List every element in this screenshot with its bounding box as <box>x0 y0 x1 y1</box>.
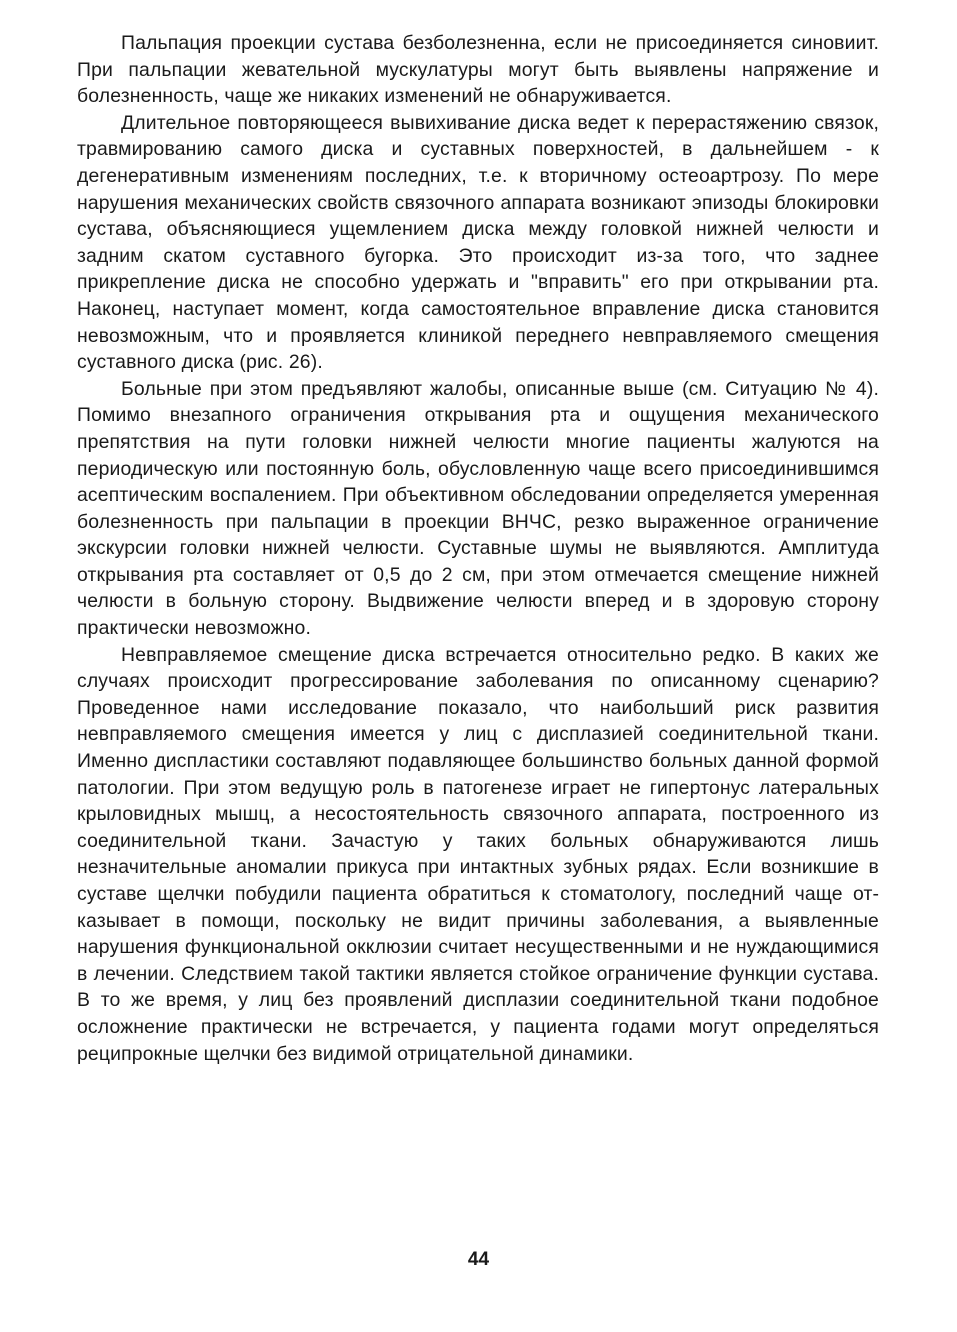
paragraph: Больные при этом предъявляют жалобы, описанные выше (см. Ситуацию № 4). Помимо внезапного ограничения открывания рта и ощущения механического препятствия на пути головки нижней челюсти многие пациенты жалуются на периодическую или постоянную боль, обусловленную чаще всего присоединившимся асептическим воспалением. При объективном обследовании определяется умеренная болезненность при пальпации в проекции ВНЧС, резко выраженное ограничение экскурсии головки нижней челюсти. Суставные шумы не выявляются. Амплитуда открывания рта составляет от 0,5 до 2 см, при этом отмечается смещение нижней челюсти в больную сторону. Выдвижение челюсти вперед и в здоровую сторону практически невозможно. <box>77 377 879 640</box>
page-body <box>77 30 879 1067</box>
paragraph: Длительное повторяющееся вывихивание диска ведет к перерастяжению связок, травмированию самого диска и суставных поверхностей, в дальнейшем - к дегенеративным изменениям последних, т.е. к вторичному остеоартрозу. По мере нарушения механических свойств связочного аппарата возникают эпизоды блокировки сустава, объясняющиеся ущемлением диска между головкой нижней челюсти и задним скатом суставного бугорка. Это происходит из-за того, что заднее прикрепление диска не способно удержать и "вправить" его при открывании рта. Наконец, наступает момент, когда самостоятельное вправление диска становится невозможным, что и проявляется клиникой переднего невправляемого смещения суставного диска (рис. 26). <box>77 111 879 374</box>
paragraph: Невправляемое смещение диска встречается относительно редко. В каких же случаях происходит прогрессирование заболевания по описанному сценарию? Проведенное нами исследование показало, что наибольший риск развития невправляемого смещения имеется у лиц с дисплазией соединительной ткани. Именно диспластики составляют подавляющее большинство больных данной формой патологии. При этом ведущую роль в патогенезе играет не гипертонус латеральных крыловидных мышц, а несостоятельность связочного аппарата, построенного из соединительной ткани. Зачастую у таких больных обнаруживаются лишь незначительные аномалии прикуса при интактных зубных рядах. Если возникшие в суставе щелчки побудили пациента обратиться к стоматологу, последний чаще отказывает в помощи, поскольку не видит причины заболевания, а выявленные нарушения функциональной окклюзии считает несущественными и не нуждающимися в лечении. Следствием такой тактики является стойкое ограничение функции сустава. В то же время, у лиц без проявлений дисплазии соединительной ткани подобное осложнение практически не встречается, у пациента годами могут определяться реципрокные щелчки без видимой отрицательной динамики. <box>77 643 879 1065</box>
page-number: 44 <box>467 1249 490 1270</box>
paragraph: Пальпация проекции сустава безболезненна, если не присоединяется синовиит. При пальпации жевательной мускулатуры могут быть выявлены напряжение и болезненность, чаще же никаких изменений не обнаруживается. <box>77 32 879 108</box>
